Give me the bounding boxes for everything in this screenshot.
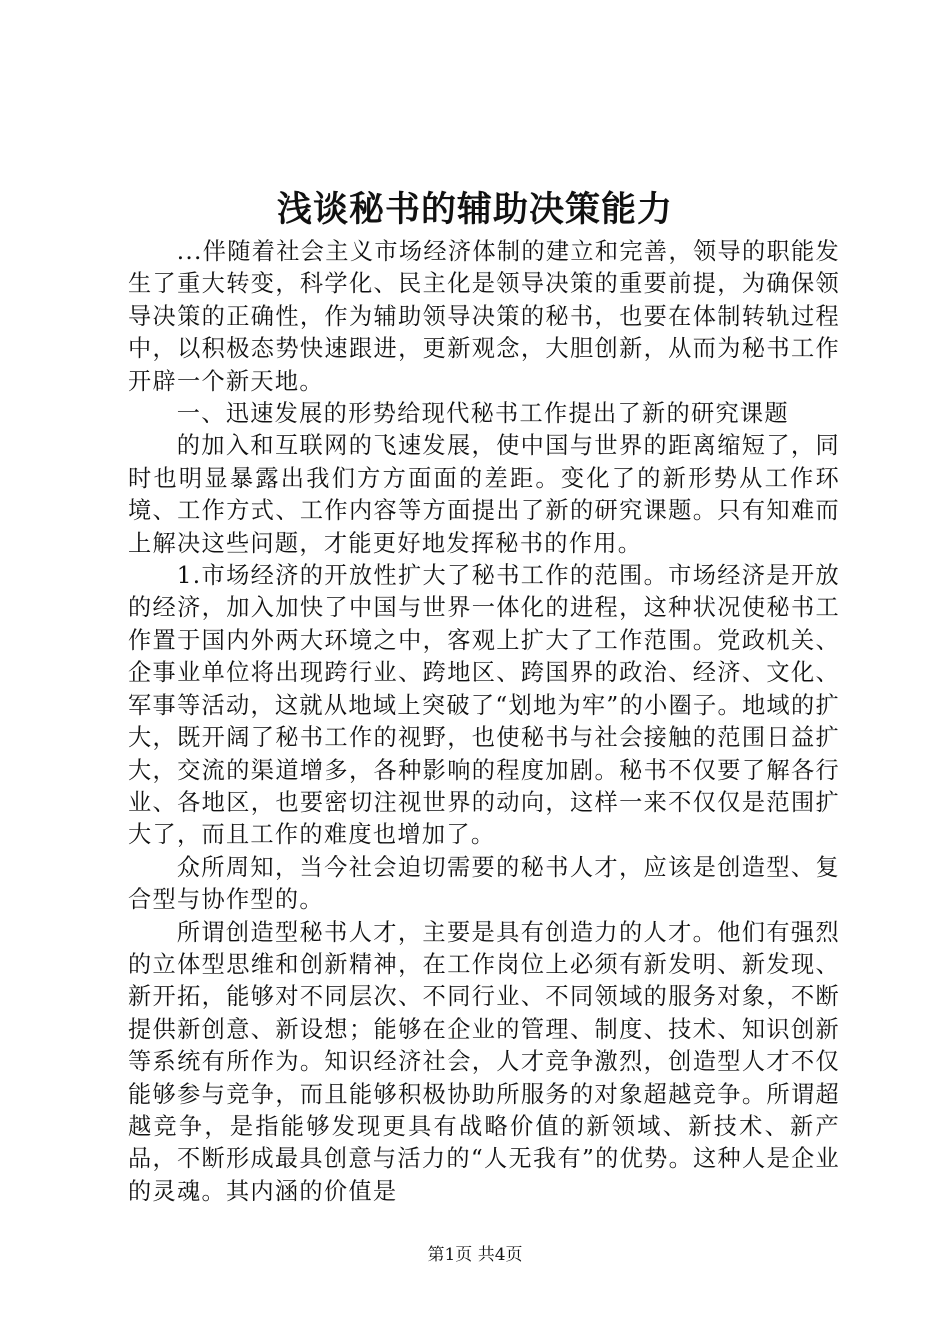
paragraph-background: 的加入和互联网的飞速发展，使中国与世界的距离缩短了，同时也明显暴露出我们方方面面的差距。变化了的新形势从工作环境、工作方式、工作内容等方面提出了新的研究课题。只有知难而上解决这些问题，才能更好地发挥秘书的作用。 xyxy=(128,432,840,557)
paragraph-creative-talent: 所谓创造型秘书人才，主要是具有创造力的人才。他们有强烈的立体型思维和创新精神，在工作岗位上必须有新发明、新发现、新开拓，能够对不同层次、不同行业、不同领域的服务对象，不断提供新创意、新设想；能够在企业的管理、制度、技术、知识创新等系统有所作为。知识经济社会，人才竞争激烈，创造型人才不仅能够参与竞争，而且能够积极协助所服务的对象超越竞争。所谓超越竞争，是指能够发现更具有战略价值的新领域、新技术、新产品，不断形成最具创意与活力的“人无我有”的优势。这种人是企业的灵魂。其内涵的价值是 xyxy=(128,918,840,1205)
paragraph-section-heading: 一、迅速发展的形势给现代秘书工作提出了新的研究课题 xyxy=(176,400,789,428)
document-title: 浅谈秘书的辅助决策能力 xyxy=(276,189,673,230)
document-body xyxy=(128,236,840,1208)
page-number-footer: 第1页 共4页 xyxy=(427,1245,523,1265)
paragraph-point-1: 1.市场经济的开放性扩大了秘书工作的范围。市场经济是开放的经济，加入加快了中国与世界一体化的进程，这种状况使秘书工作置于国内外两大环境之中，客观上扩大了工作范围。党政机关、企事业单位将出现跨行业、跨地区、跨国界的政治、经济、文化、军事等活动，这就从地域上突破了“划地为牢”的小圈子。地域的扩大，既开阔了秘书工作的视野，也使秘书与社会接触的范围日益扩大，交流的渠道增多，各种影响的程度加剧。秘书不仅要了解各行业、各地区，也要密切注视世界的动向，这样一来不仅仅是范围扩大了，而且工作的难度也增加了。 xyxy=(128,562,840,849)
paragraph-talent-types: 众所周知，当今社会迫切需要的秘书人才，应该是创造型、复合型与协作型的。 xyxy=(128,853,840,914)
paragraph-intro: ...伴随着社会主义市场经济体制的建立和完善，领导的职能发生了重大转变，科学化、民主化是领导决策的重要前提，为确保领导决策的正确性，作为辅助领导决策的秘书，也要在体制转轨过程中，以积极态势快速跟进，更新观念，大胆创新，从而为秘书工作开辟一个新天地。 xyxy=(128,238,840,395)
